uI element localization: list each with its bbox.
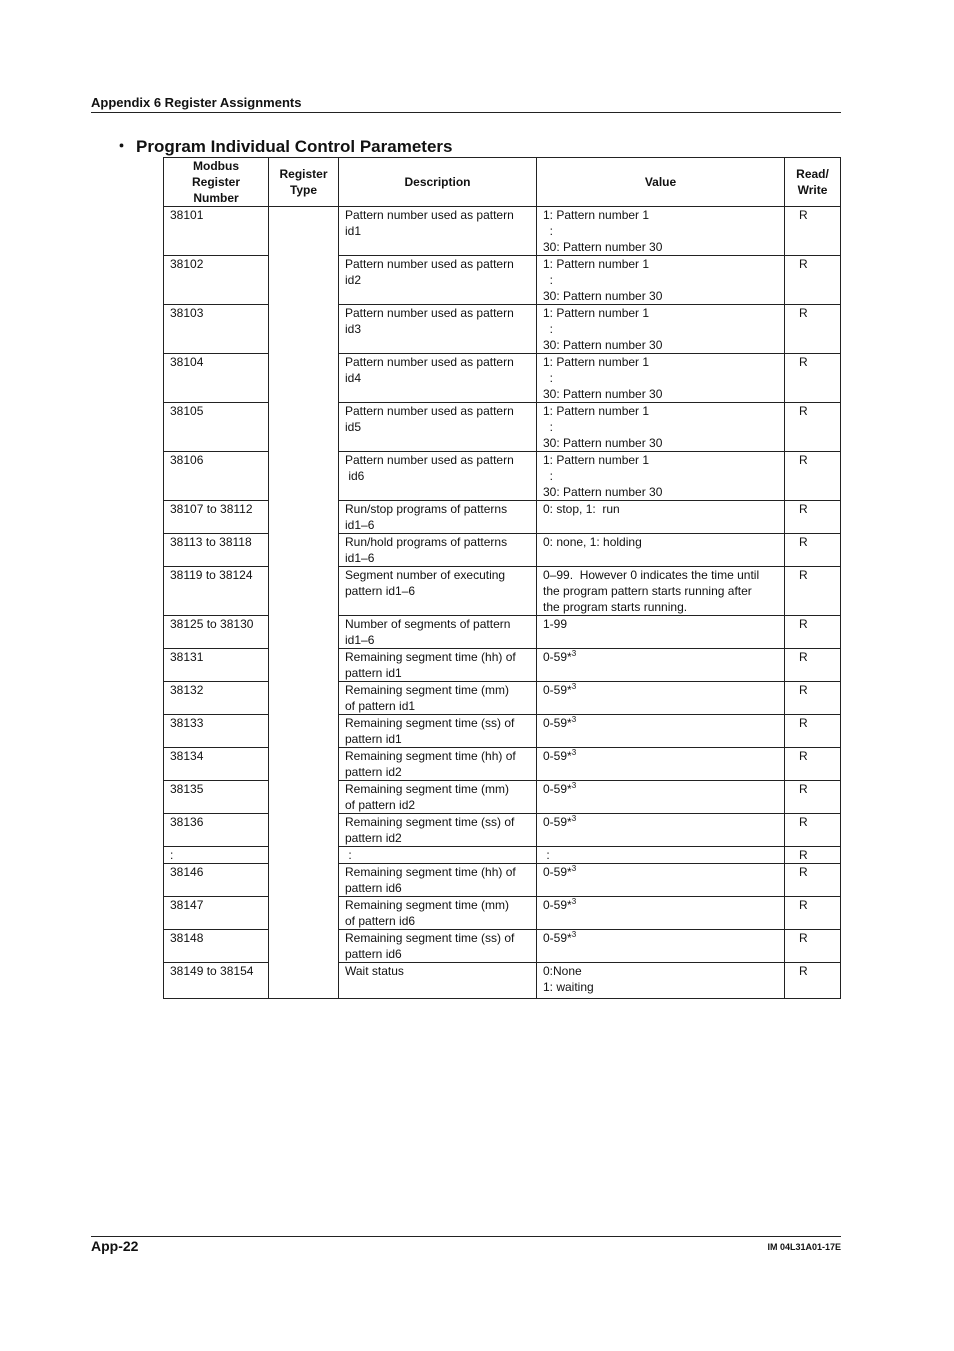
value-cell: 1: Pattern number 1 : 30: Pattern number 30 bbox=[537, 256, 785, 305]
value-cell: 1: Pattern number 1 : 30: Pattern number 30 bbox=[537, 305, 785, 354]
value-cell: 0-59*$^3$ bbox=[537, 781, 785, 814]
table-row bbox=[164, 748, 841, 781]
register-number-cell: 38131 bbox=[164, 649, 269, 682]
table-row bbox=[164, 864, 841, 897]
column-header-value: Value bbox=[537, 158, 785, 207]
document-id: IM 04L31A01-17E bbox=[767, 1242, 841, 1252]
register-number-cell: 38125 to 38130 bbox=[164, 616, 269, 649]
value-cell: 0-59*$^3$ bbox=[537, 649, 785, 682]
table-row bbox=[164, 847, 841, 864]
description-cell: Pattern number used as pattern id5 bbox=[339, 403, 537, 452]
section-title bbox=[113, 132, 452, 157]
description-cell: Remaining segment time (ss) of pattern id2 bbox=[339, 814, 537, 847]
description-cell: Remaining segment time (ss) of pattern id6 bbox=[339, 930, 537, 963]
table-row bbox=[164, 354, 841, 403]
register-number-cell: 38103 bbox=[164, 305, 269, 354]
description-cell: Remaining segment time (mm) of pattern id6 bbox=[339, 897, 537, 930]
read-write-cell: R bbox=[785, 897, 841, 930]
description-cell: Segment number of executing pattern id1–6 bbox=[339, 567, 537, 616]
description-cell: Pattern number used as pattern id3 bbox=[339, 305, 537, 354]
table-row bbox=[164, 534, 841, 567]
register-number-cell: : bbox=[164, 847, 269, 864]
description-cell: Wait status bbox=[339, 963, 537, 999]
read-write-cell: R bbox=[785, 748, 841, 781]
read-write-cell: R bbox=[785, 305, 841, 354]
read-write-cell: R bbox=[785, 207, 841, 256]
table-row bbox=[164, 715, 841, 748]
value-cell: 0-59*$^3$ bbox=[537, 715, 785, 748]
table-row bbox=[164, 682, 841, 715]
read-write-cell: R bbox=[785, 864, 841, 897]
description-cell: Remaining segment time (hh) of pattern id1 bbox=[339, 649, 537, 682]
value-cell: : bbox=[537, 847, 785, 864]
value-cell: 0-59*$^3$ bbox=[537, 748, 785, 781]
table-row bbox=[164, 814, 841, 847]
read-write-cell: R bbox=[785, 403, 841, 452]
read-write-cell: R bbox=[785, 452, 841, 501]
read-write-cell: R bbox=[785, 682, 841, 715]
register-number-cell: 38105 bbox=[164, 403, 269, 452]
table-row bbox=[164, 963, 841, 999]
section-bullet: ・ bbox=[113, 137, 130, 156]
register-number-cell: 38136 bbox=[164, 814, 269, 847]
register-number-cell: 38148 bbox=[164, 930, 269, 963]
description-cell: Pattern number used as pattern id6 bbox=[339, 452, 537, 501]
value-cell: 1: Pattern number 1 : 30: Pattern number 30 bbox=[537, 354, 785, 403]
register-number-cell: 38102 bbox=[164, 256, 269, 305]
register-number-cell: 38149 to 38154 bbox=[164, 963, 269, 999]
value-cell: 0-59*$^3$ bbox=[537, 864, 785, 897]
value-cell: 0–99. However 0 indicates the time until the program pattern starts running after the program starts running. bbox=[537, 567, 785, 616]
column-header-register-number: Modbus Register Number bbox=[164, 158, 269, 207]
register-table bbox=[163, 157, 841, 999]
register-number-cell: 38147 bbox=[164, 897, 269, 930]
register-number-cell: 38135 bbox=[164, 781, 269, 814]
value-cell: 0-59*$^3$ bbox=[537, 897, 785, 930]
value-cell: 1: Pattern number 1 : 30: Pattern number 30 bbox=[537, 207, 785, 256]
description-cell: Remaining segment time (mm) of pattern id2 bbox=[339, 781, 537, 814]
register-number-cell: 38132 bbox=[164, 682, 269, 715]
register-number-cell: 38119 to 38124 bbox=[164, 567, 269, 616]
read-write-cell: R bbox=[785, 963, 841, 999]
description-cell: Remaining segment time (mm) of pattern id1 bbox=[339, 682, 537, 715]
table-body bbox=[164, 207, 841, 999]
table-row bbox=[164, 452, 841, 501]
description-cell: Pattern number used as pattern id4 bbox=[339, 354, 537, 403]
value-cell: 0: stop, 1: run bbox=[537, 501, 785, 534]
read-write-cell: R bbox=[785, 649, 841, 682]
value-cell: 0-59*$^3$ bbox=[537, 930, 785, 963]
table-row bbox=[164, 649, 841, 682]
register-number-cell: 38113 to 38118 bbox=[164, 534, 269, 567]
page-number: App-22 bbox=[91, 1238, 139, 1254]
read-write-cell: R bbox=[785, 814, 841, 847]
value-cell: 1-99 bbox=[537, 616, 785, 649]
table-row bbox=[164, 930, 841, 963]
read-write-cell: R bbox=[785, 354, 841, 403]
table-row bbox=[164, 567, 841, 616]
read-write-cell: R bbox=[785, 847, 841, 864]
value-cell: 0: none, 1: holding bbox=[537, 534, 785, 567]
read-write-cell: R bbox=[785, 534, 841, 567]
description-cell: Pattern number used as pattern id2 bbox=[339, 256, 537, 305]
read-write-cell: R bbox=[785, 715, 841, 748]
value-cell: 0-59*$^3$ bbox=[537, 814, 785, 847]
table-row bbox=[164, 256, 841, 305]
description-cell: Remaining segment time (hh) of pattern id6 bbox=[339, 864, 537, 897]
description-cell: : bbox=[339, 847, 537, 864]
table-header-row bbox=[164, 158, 841, 207]
value-cell: 0:None 1: waiting bbox=[537, 963, 785, 999]
value-cell: 0-59*$^3$ bbox=[537, 682, 785, 715]
table-row bbox=[164, 501, 841, 534]
register-type-cell bbox=[269, 207, 339, 999]
register-number-cell: 38107 to 38112 bbox=[164, 501, 269, 534]
page-footer bbox=[91, 1236, 841, 1254]
table-row bbox=[164, 616, 841, 649]
description-cell: Run/stop programs of patterns id1–6 bbox=[339, 501, 537, 534]
description-cell: Remaining segment time (hh) of pattern id2 bbox=[339, 748, 537, 781]
read-write-cell: R bbox=[785, 256, 841, 305]
read-write-cell: R bbox=[785, 616, 841, 649]
description-cell: Remaining segment time (ss) of pattern id1 bbox=[339, 715, 537, 748]
description-cell: Run/hold programs of patterns id1–6 bbox=[339, 534, 537, 567]
table-row bbox=[164, 207, 841, 256]
register-number-cell: 38134 bbox=[164, 748, 269, 781]
description-cell: Pattern number used as pattern id1 bbox=[339, 207, 537, 256]
table-row bbox=[164, 897, 841, 930]
value-cell: 1: Pattern number 1 : 30: Pattern number 30 bbox=[537, 452, 785, 501]
column-header-read-write: Read/ Write bbox=[785, 158, 841, 207]
value-cell: 1: Pattern number 1 : 30: Pattern number 30 bbox=[537, 403, 785, 452]
read-write-cell: R bbox=[785, 567, 841, 616]
section-title-text: Program Individual Control Parameters bbox=[136, 137, 453, 156]
description-cell: Number of segments of pattern id1–6 bbox=[339, 616, 537, 649]
running-header: Appendix 6 Register Assignments bbox=[91, 95, 841, 113]
read-write-cell: R bbox=[785, 930, 841, 963]
read-write-cell: R bbox=[785, 501, 841, 534]
table-row bbox=[164, 305, 841, 354]
table-row bbox=[164, 781, 841, 814]
column-header-description: Description bbox=[339, 158, 537, 207]
register-number-cell: 38106 bbox=[164, 452, 269, 501]
register-number-cell: 38133 bbox=[164, 715, 269, 748]
register-number-cell: 38101 bbox=[164, 207, 269, 256]
register-number-cell: 38146 bbox=[164, 864, 269, 897]
table-row bbox=[164, 403, 841, 452]
column-header-register-type: Register Type bbox=[269, 158, 339, 207]
read-write-cell: R bbox=[785, 781, 841, 814]
register-number-cell: 38104 bbox=[164, 354, 269, 403]
